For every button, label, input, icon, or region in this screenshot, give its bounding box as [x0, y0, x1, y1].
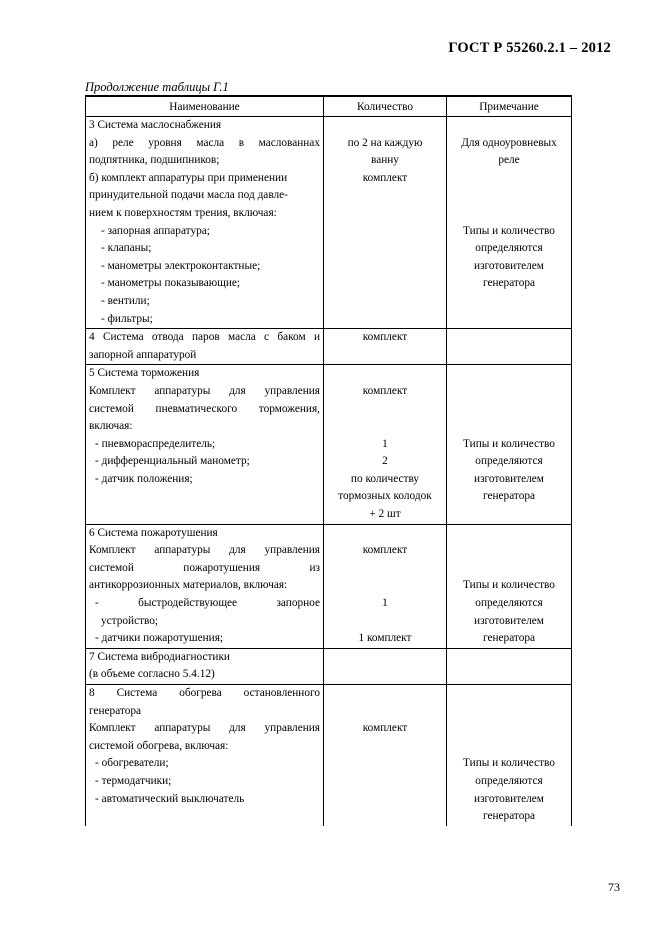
table-row [86, 117, 572, 329]
cell-line: изготовителем [474, 259, 544, 272]
cell-line: генератора [482, 490, 536, 503]
name-cell [86, 648, 324, 684]
quantity-cell [324, 524, 447, 648]
name-cell [86, 524, 324, 648]
cell-line: включая: [89, 420, 133, 433]
document-id-header: ГОСТ Р 55260.2.1 – 2012 [448, 40, 611, 56]
cell-line: комплект [362, 544, 408, 557]
table-row [86, 329, 572, 365]
note-cell [447, 117, 572, 329]
cell-line: 1 комплект [358, 632, 412, 645]
cell-line: 8 Система обогрева остановленного [89, 687, 320, 699]
cell-line: Для одноуровневых [461, 136, 557, 149]
cell-line: изготовителем [474, 614, 544, 627]
quantity-cell [324, 365, 447, 524]
cell-line: изготовителем [474, 792, 544, 805]
table-row [86, 365, 572, 524]
table-header-row [86, 96, 572, 117]
cell-line: - автоматический выключатель [95, 792, 245, 805]
cell-line: принудительной подачи масла под давле- [89, 189, 288, 202]
cell-line: изготовителем [474, 472, 544, 485]
cell-line: тормозных колодок [338, 490, 432, 503]
cell-line: (в объеме согласно 5.4.12) [89, 668, 215, 681]
cell-line: запорной аппаратурой [89, 348, 197, 361]
column-header-name: Наименование [86, 96, 324, 117]
cell-line: комплект [362, 384, 408, 397]
cell-line: устройство; [101, 614, 159, 627]
column-header-quantity: Количество [324, 96, 447, 117]
cell-line: - пневмораспределитель; [95, 437, 216, 450]
cell-line: генератора [89, 704, 142, 717]
cell-line: по 2 на каждую [347, 136, 423, 149]
cell-line: Типы и количество [463, 224, 555, 237]
cell-line: нием к поверхностям трения, включая: [89, 206, 277, 219]
cell-line: - датчик положения; [95, 472, 193, 485]
cell-line: определяются [475, 597, 543, 610]
cell-line: Типы и количество [463, 757, 555, 770]
cell-line: б) комплект аппаратуры при применении [89, 171, 288, 184]
quantity-cell [324, 329, 447, 365]
cell-line: 1 [382, 597, 388, 610]
cell-line: системой обогрева, включая: [89, 739, 229, 752]
cell-line: + 2 шт [369, 508, 401, 521]
note-cell [447, 365, 572, 524]
table-row [86, 524, 572, 648]
cell-line: Типы и количество [463, 437, 555, 450]
note-cell [447, 329, 572, 365]
page-number: 73 [608, 880, 620, 894]
cell-line: Комплект аппаратуры для управления [89, 544, 320, 557]
cell-line: 7 Система вибродиагностики [89, 650, 230, 663]
cell-line: комплект [362, 171, 408, 184]
cell-line: - клапаны; [101, 242, 152, 255]
equipment-table [85, 95, 572, 826]
cell-line: - фильтры; [101, 312, 153, 325]
cell-line: - манометры показывающие; [101, 277, 241, 290]
cell-line: Типы и количество [463, 579, 555, 592]
table-caption: Продолжение таблицы Г.1 [85, 80, 229, 94]
cell-line: 6 Система пожаротушения [89, 526, 218, 539]
cell-line: комплект [362, 331, 408, 344]
name-cell [86, 365, 324, 524]
cell-line: определяются [475, 242, 543, 255]
cell-line: определяются [475, 455, 543, 468]
name-cell [86, 117, 324, 329]
table-row [86, 648, 572, 684]
cell-line: генератора [482, 632, 536, 645]
column-header-note: Примечание [447, 96, 572, 117]
cell-line: ванну [371, 154, 399, 167]
cell-line: 1 [382, 437, 388, 450]
note-cell [447, 524, 572, 648]
cell-line: 5 Система торможения [89, 367, 200, 380]
note-cell [447, 648, 572, 684]
cell-line: по количеству [350, 472, 420, 485]
cell-line: - быстродействующее запорное [95, 597, 320, 610]
name-cell [86, 329, 324, 365]
cell-line: генератора [482, 277, 536, 290]
cell-line: системой пожаротушения из [89, 561, 320, 574]
cell-line: 2 [382, 455, 388, 468]
cell-line: - обогреватели; [95, 757, 169, 770]
cell-line: - датчики пожаротушения; [95, 632, 224, 645]
table-row [86, 685, 572, 826]
cell-line: а) реле уровня масла в маслованнах [89, 136, 320, 149]
name-cell [86, 685, 324, 826]
cell-line: реле [498, 154, 520, 167]
cell-line: антикоррозионных материалов, включая: [89, 579, 288, 592]
quantity-cell [324, 117, 447, 329]
cell-line: - манометры электроконтактные; [101, 259, 261, 272]
cell-line: определяются [475, 774, 543, 787]
cell-line: Комплект аппаратуры для управления [89, 722, 320, 735]
cell-line: 3 Система маслоснабжения [89, 119, 222, 131]
cell-line: подпятника, подшипников; [89, 154, 220, 167]
cell-line: - вентили; [101, 294, 150, 307]
cell-line: генератора [482, 810, 536, 823]
note-cell [447, 685, 572, 826]
cell-line: Комплект аппаратуры для управления [89, 384, 320, 397]
quantity-cell [324, 685, 447, 826]
quantity-cell [324, 648, 447, 684]
cell-line: 4 Система отвода паров масла с баком и [89, 331, 320, 344]
cell-line: - запорная аппаратура; [101, 224, 210, 237]
cell-line: системой пневматического торможения, [89, 402, 320, 415]
cell-line: - термодатчики; [95, 774, 172, 787]
cell-line: комплект [362, 722, 408, 735]
cell-line: - дифференциальный манометр; [95, 455, 250, 468]
